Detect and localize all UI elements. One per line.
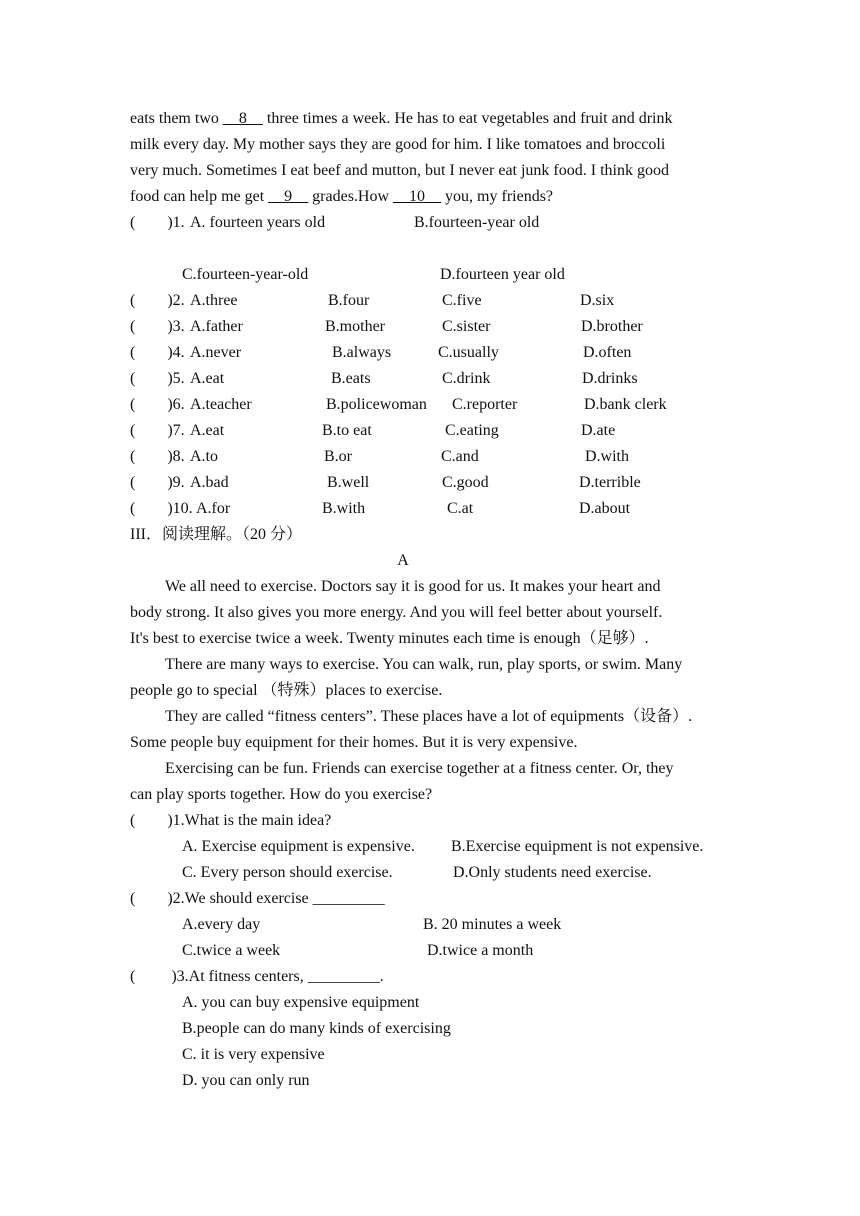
option-c: C.fourteen-year-old bbox=[182, 266, 309, 283]
passage-text: you, my friends? bbox=[441, 188, 554, 205]
option-a: A. Exercise equipment is expensive. bbox=[182, 838, 415, 855]
passage-text: food can help me get bbox=[130, 188, 269, 205]
option-b: B.well bbox=[327, 474, 370, 491]
option-b: B.fourteen-year old bbox=[414, 214, 540, 231]
option-a: A.for bbox=[196, 500, 231, 517]
passage-line-3: very much. Sometimes I eat beef and mutton, but I never eat junk food. I think good bbox=[130, 162, 669, 179]
option-a: A.every day bbox=[182, 916, 261, 933]
option-c: C.usually bbox=[438, 344, 499, 361]
option-b: B.people can do many kinds of exercising bbox=[182, 1020, 451, 1037]
option-d: D.brother bbox=[581, 318, 643, 335]
option-d: D.often bbox=[583, 344, 632, 361]
option-d: D.ate bbox=[581, 422, 616, 439]
reading-question-stem: ( )2.We should exercise _________ bbox=[130, 890, 385, 907]
passage-label: A bbox=[397, 552, 409, 569]
option-b: B.mother bbox=[325, 318, 385, 335]
blank-9: __9__ bbox=[268, 188, 309, 205]
option-b: B.or bbox=[324, 448, 352, 465]
option-c: C.and bbox=[441, 448, 479, 465]
option-d: D.Only students need exercise. bbox=[453, 864, 652, 881]
paragraph-line: It's best to exercise twice a week. Twenty minutes each time is enough（足够）. bbox=[130, 630, 649, 647]
paragraph-line: We all need to exercise. Doctors say it is good for us. It makes your heart and bbox=[165, 578, 661, 595]
option-c: C.eating bbox=[445, 422, 499, 439]
passage-line-4 bbox=[130, 184, 553, 210]
question-number: ( )3. bbox=[130, 318, 185, 335]
option-c: C.good bbox=[442, 474, 489, 491]
question-number: ( )9. bbox=[130, 474, 185, 491]
question-number: ( )2. bbox=[130, 292, 185, 309]
option-c: C.five bbox=[442, 292, 482, 309]
reading-question-stem: ( )3.At fitness centers, _________. bbox=[130, 968, 384, 985]
option-b: B.with bbox=[322, 500, 366, 517]
blank-8: __8__ bbox=[222, 110, 263, 127]
question-number: ( )6. bbox=[130, 396, 185, 413]
option-b: B.to eat bbox=[322, 422, 372, 439]
passage-line-2: milk every day. My mother says they are good for him. I like tomatoes and broccoli bbox=[130, 136, 666, 153]
blank-10: __10__ bbox=[393, 188, 442, 205]
option-c: C.reporter bbox=[452, 396, 518, 413]
passage-line-1 bbox=[130, 106, 673, 132]
question-number: ( )1. bbox=[130, 214, 185, 231]
option-b: B.Exercise equipment is not expensive. bbox=[451, 838, 704, 855]
option-c: C.twice a week bbox=[182, 942, 281, 959]
option-a: A. you can buy expensive equipment bbox=[182, 994, 420, 1011]
option-a: A. fourteen years old bbox=[190, 214, 326, 231]
option-d: D.about bbox=[579, 500, 631, 517]
option-d: D.terrible bbox=[579, 474, 641, 491]
option-a: A.never bbox=[190, 344, 242, 361]
option-d: D.drinks bbox=[582, 370, 638, 387]
paragraph-line: can play sports together. How do you exercise? bbox=[130, 786, 433, 803]
question-number: ( )4. bbox=[130, 344, 185, 361]
option-b: B. 20 minutes a week bbox=[423, 916, 562, 933]
option-c: C.at bbox=[447, 500, 474, 517]
option-a: A.bad bbox=[190, 474, 229, 491]
question-number: ( )8. bbox=[130, 448, 185, 465]
option-d: D.fourteen year old bbox=[440, 266, 565, 283]
paragraph-line: body strong. It also gives you more energy. And you will feel better about yourself. bbox=[130, 604, 663, 621]
paragraph-line: people go to special （特殊）places to exercise. bbox=[130, 682, 443, 699]
section-heading: III．阅读理解。（20 分） bbox=[130, 526, 302, 543]
option-b: B.four bbox=[328, 292, 370, 309]
option-b: B.policewoman bbox=[326, 396, 427, 413]
option-b: B.always bbox=[332, 344, 392, 361]
option-d: D.bank clerk bbox=[584, 396, 667, 413]
option-a: A.to bbox=[190, 448, 218, 465]
option-c: C.drink bbox=[442, 370, 491, 387]
question-number: ( )7. bbox=[130, 422, 185, 439]
option-d: D.twice a month bbox=[427, 942, 534, 959]
paragraph-line: Some people buy equipment for their homes. But it is very expensive. bbox=[130, 734, 578, 751]
option-c: C. it is very expensive bbox=[182, 1046, 325, 1063]
passage-text: eats them two bbox=[130, 110, 223, 127]
question-number: ( )5. bbox=[130, 370, 185, 387]
option-d: D.six bbox=[580, 292, 615, 309]
option-a: A.teacher bbox=[190, 396, 252, 413]
option-c: C. Every person should exercise. bbox=[182, 864, 393, 881]
passage-text: grades.How bbox=[308, 188, 394, 205]
option-a: A.three bbox=[190, 292, 238, 309]
option-a: A.father bbox=[190, 318, 243, 335]
question-number: ( )10. bbox=[130, 500, 193, 517]
option-b: B.eats bbox=[331, 370, 371, 387]
option-d: D. you can only run bbox=[182, 1072, 310, 1089]
paragraph-line: Exercising can be fun. Friends can exercise together at a fitness center. Or, they bbox=[165, 760, 674, 777]
option-d: D.with bbox=[585, 448, 629, 465]
option-c: C.sister bbox=[442, 318, 491, 335]
option-a: A.eat bbox=[190, 422, 225, 439]
paragraph-line: They are called “fitness centers”. These places have a lot of equipments（设备）. bbox=[165, 708, 693, 725]
option-a: A.eat bbox=[190, 370, 225, 387]
reading-question-stem: ( )1.What is the main idea? bbox=[130, 812, 332, 829]
passage-text: three times a week. He has to eat vegetables and fruit and drink bbox=[262, 110, 673, 127]
paragraph-line: There are many ways to exercise. You can walk, run, play sports, or swim. Many bbox=[165, 656, 683, 673]
